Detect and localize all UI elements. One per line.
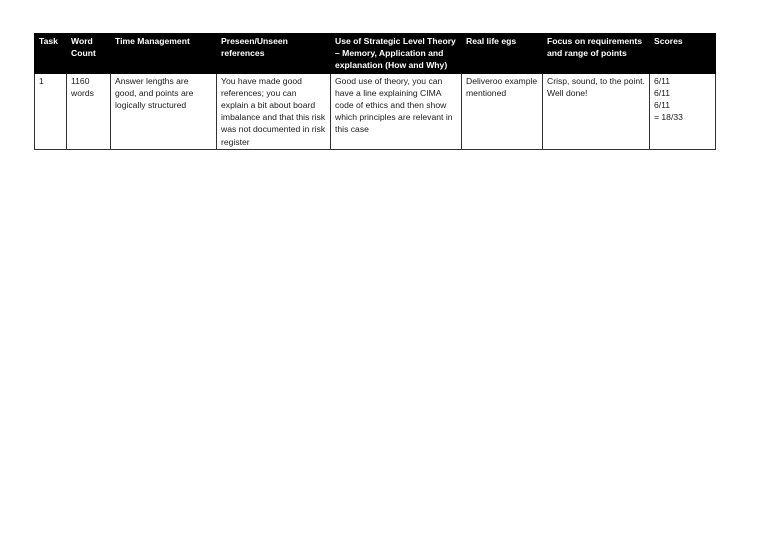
score-line: 6/11 [654,100,671,111]
cell-task: 1 [35,73,67,149]
cell-theory: Good use of theory, you can have a line explaining CIMA code of ethics and then show which principles are relevant in this case [331,73,462,149]
table-header-row [35,34,716,74]
feedback-table [34,33,716,150]
header-real-life: Real life egs [462,34,543,74]
cell-preseen-unseen: You have made good references; you can explain a bit about board imbalance and that this risk was not documented in risk register [217,73,331,149]
header-focus: Focus on requirements and range of points [543,34,650,74]
cell-scores [650,73,716,149]
header-theory: Use of Strategic Level Theory – Memory, Application and explanation (How and Why) [331,34,462,74]
cell-real-life: Deliveroo example mentioned [462,73,543,149]
score-total: = 18/33 [654,112,683,123]
header-task: Task [35,34,67,74]
header-preseen-unseen: Preseen/Unseen references [217,34,331,74]
header-word-count: Word Count [67,34,111,74]
score-line: 6/11 [654,75,671,86]
header-scores: Scores [650,34,716,74]
table-row [35,73,716,149]
cell-time-management: Answer lengths are good, and points are logically structured [111,73,217,149]
cell-word-count: 1160 words [67,73,111,149]
cell-focus: Crisp, sound, to the point. Well done! [543,73,650,149]
header-time-management: Time Management [111,34,217,74]
score-line: 6/11 [654,87,671,98]
